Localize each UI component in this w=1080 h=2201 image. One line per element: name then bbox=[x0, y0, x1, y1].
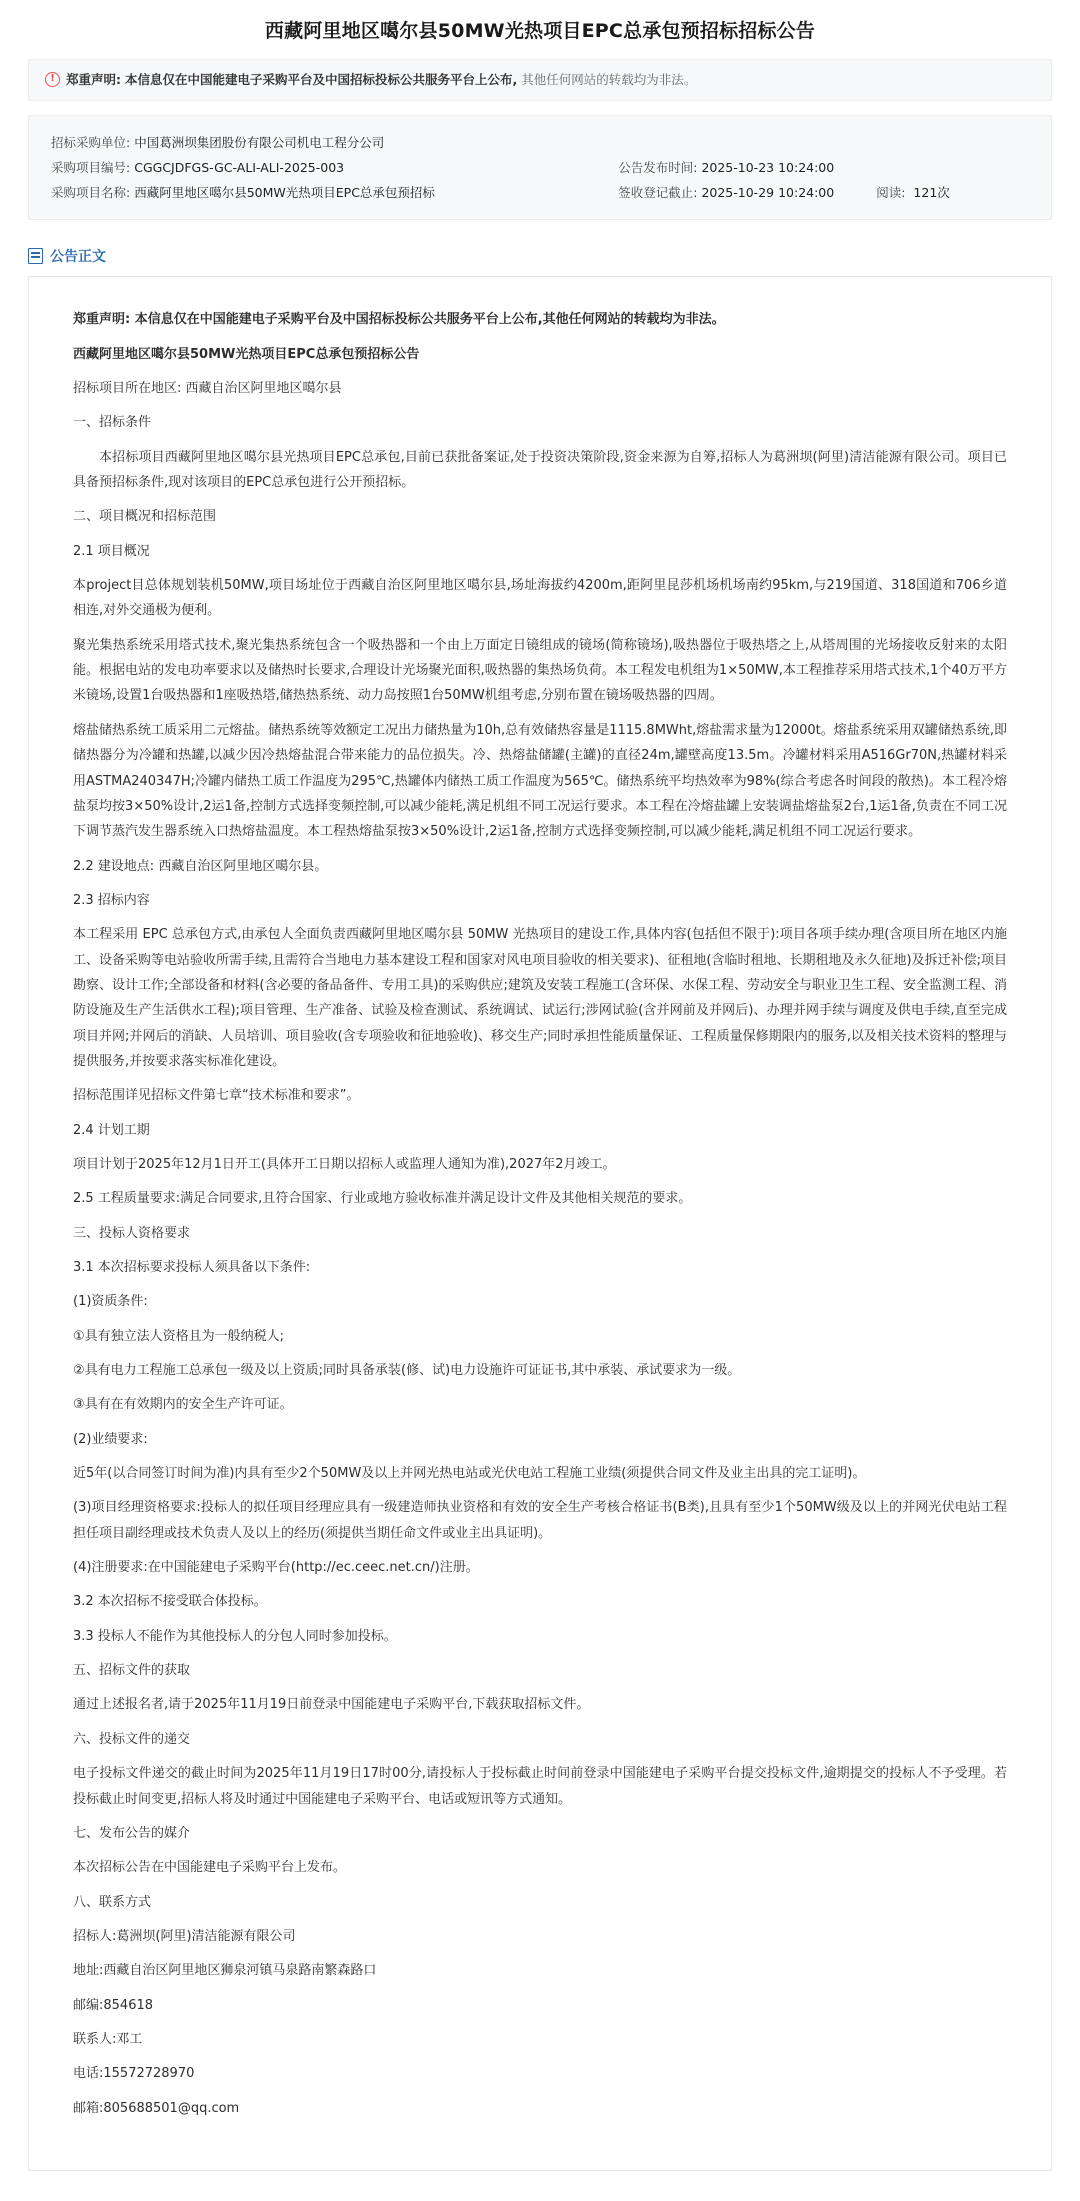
meta-read-label: 阅读: bbox=[876, 185, 906, 201]
body-paragraph: (4)注册要求:在中国能建电子采购平台(http://ec.ceec.net.cn/)注册。 bbox=[73, 1560, 479, 1576]
body-paragraph: 邮箱:805688501@qq.com bbox=[73, 2100, 240, 2116]
body-paragraph: 3.3 投标人不能作为其他投标人的分包人同时参加投标。 bbox=[73, 1628, 397, 1644]
body-paragraph: 招标项目所在地区: 西藏自治区阿里地区噶尔县 bbox=[73, 381, 342, 397]
body-paragraph: 西藏阿里地区噶尔县50MW光热项目EPC总承包预招标公告 bbox=[73, 346, 420, 362]
body-paragraph: 郑重声明: 本信息仅在中国能建电子采购平台及中国招标投标公共服务平台上公布,其他任何网站的转载均为非法。 bbox=[73, 312, 725, 328]
meta-publish bbox=[618, 155, 1029, 180]
body-paragraph: 三、投标人资格要求 bbox=[73, 1225, 191, 1241]
body-paragraph: ②具有电力工程施工总承包一级及以上资质;同时具备承装(修、试)电力设施许可证证书,其中承装、承试要求为一级。 bbox=[73, 1363, 741, 1379]
body-paragraph: 本次招标公告在中国能建电子采购平台上发布。 bbox=[73, 1860, 347, 1876]
meta-row-unit bbox=[51, 130, 1029, 155]
body-paragraph: 电话:15572728970 bbox=[73, 2066, 195, 2082]
body-paragraph: 本project目总体规划装机50MW,项目场址位于西藏自治区阿里地区噶尔县,场址海拔约4200m,距阿里昆莎机场机场南约95km,与219国道、318国道和706乡道相连,对外交通极为便利。 bbox=[73, 578, 1007, 619]
legal-notice-normal: 其他任何网站的转载均为非法。 bbox=[521, 71, 697, 87]
meta-read-count bbox=[876, 180, 950, 205]
legal-notice-banner bbox=[28, 59, 1052, 102]
meta-code-label: 采购项目编号: bbox=[51, 160, 131, 176]
meta-signup-value: 2025-10-29 10:24:00 bbox=[701, 185, 835, 201]
meta-signup bbox=[618, 180, 1029, 205]
body-paragraph: 2.4 计划工期 bbox=[73, 1122, 150, 1138]
warning-icon: ! bbox=[45, 72, 60, 87]
meta-name bbox=[51, 180, 618, 205]
page-title: 西藏阿里地区噶尔县50MW光热项目EPC总承包预招标招标公告 bbox=[264, 20, 816, 42]
body-paragraph: 一、招标条件 bbox=[73, 415, 152, 431]
body-paragraph: 八、联系方式 bbox=[73, 1894, 152, 1910]
body-paragraph: (1)资质条件: bbox=[73, 1294, 148, 1310]
meta-row-code bbox=[51, 155, 1029, 180]
legal-notice-label: 郑重声明: bbox=[66, 71, 121, 87]
meta-unit-value: 中国葛洲坝集团股份有限公司机电工程分公司 bbox=[134, 135, 385, 151]
legal-notice-strong: 本信息仅在中国能建电子采购平台及中国招标投标公共服务平台上公布, bbox=[124, 71, 518, 87]
body-paragraph: 2.1 项目概况 bbox=[73, 543, 150, 559]
body-paragraph: (3)项目经理资格要求:投标人的拟任项目经理应具有一级建造师执业资格和有效的安全生产考核合格证书(B类),且具有至少1个50MW级及以上的并网光伏电站工程担任项目副经理或技术负责人及以上的经历(须提供当期任命文件或业主出具证明)。 bbox=[73, 1500, 1007, 1541]
body-paragraph: 本工程采用 EPC 总承包方式,由承包人全面负责西藏阿里地区噶尔县 50MW 光热项目的建设工作,具体内容(包括但不限于):项目各项手续办理(含项目所在地区内施工、设备采购等电站验收所需手续,且需符合当地电力基本建设工程和国家对风电项目验收的相关要求)、征租地(含临时租地、长期租地及永久征地)及拆迁补偿;项目勘察、设计工作;全部设备和材料(含必要的备品备件、专用工具)的采购供应;建筑及安装工程施工(含环保、水保工程、劳动安全与职业卫生工程、安全监测工程、消防设施及生产生活供水工程);项目管理、生产准备、试验及检查测试、系统调试、试运行;涉网试验(含并网前及并网后)、办理并网手续与调度及供电手续,直至完成项目并网;并网后的消缺、人员培训、项目验收(含专项验收和征地验收)、移交生产;同时承担性能质量保证、工程质量保修期限内的服务,以及相关技术资料的整理与提供服务,并按要求落实标准化建设。 bbox=[73, 927, 1007, 1069]
section-header-label: 公告正文 bbox=[50, 249, 106, 266]
body-paragraph: 2.5 工程质量要求:满足合同要求,且符合国家、行业或地方验收标准并满足设计文件及其他相关规范的要求。 bbox=[73, 1191, 692, 1207]
body-paragraph: 近5年(以合同签订时间为准)内具有至少2个50MW及以上并网光热电站或光伏电站工程施工业绩(须提供合同文件及业主出具的完工证明)。 bbox=[73, 1466, 866, 1482]
project-meta-box bbox=[28, 115, 1052, 220]
meta-unit bbox=[51, 130, 618, 155]
meta-name-value: 西藏阿里地区噶尔县50MW光热项目EPC总承包预招标 bbox=[134, 185, 435, 201]
body-paragraph: 本招标项目西藏阿里地区噶尔县光热项目EPC总承包,目前已获批备案证,处于投资决策阶段,资金来源为自筹,招标人为葛洲坝(阿里)清洁能源有限公司。项目已具备预招标条件,现对该项目的EPC总承包进行公开预招标。 bbox=[73, 449, 1007, 491]
body-paragraph: ①具有独立法人资格且为一般纳税人; bbox=[73, 1328, 285, 1344]
body-paragraph: 通过上述报名者,请于2025年11月19日前登录中国能建电子采购平台,下载获取招标文件。 bbox=[73, 1697, 590, 1713]
meta-unit-label: 招标采购单位: bbox=[51, 135, 131, 151]
body-paragraph: 地址:西藏自治区阿里地区狮泉河镇马泉路南繁森路口 bbox=[73, 1963, 377, 1979]
body-paragraph: 联系人:邓工 bbox=[73, 2031, 143, 2047]
meta-row-name bbox=[51, 180, 1029, 205]
body-paragraph: 招标范围详见招标文件第七章“技术标准和要求”。 bbox=[73, 1088, 360, 1104]
section-header-body bbox=[28, 240, 1052, 276]
body-paragraph: (2)业绩要求: bbox=[73, 1431, 148, 1447]
body-paragraph: ③具有在有效期内的安全生产许可证。 bbox=[73, 1397, 293, 1413]
body-paragraph: 邮编:854618 bbox=[73, 1997, 154, 2013]
document-icon bbox=[28, 248, 43, 264]
meta-read-value: 121次 bbox=[913, 185, 950, 201]
meta-publish-label: 公告发布时间: bbox=[618, 160, 698, 176]
body-paragraph: 聚光集热系统采用塔式技术,聚光集热系统包含一个吸热器和一个由上万面定日镜组成的镜场(简称镜场),吸热器位于吸热塔之上,从塔周围的光场接收反射来的太阳能。根据电站的发电功率要求以及储热时长要求,合理设计光场聚光面积,吸热器的集热场负荷。本工程发电机组为1×50MW,本工程推荐采用塔式技术,1个40万平方米镜场,设置1台吸热器和1座吸热塔,储热热系统、动力岛按照1台50MW机组考虑,分别布置在镜场吸热器的四周。 bbox=[73, 637, 1007, 704]
legal-notice-text bbox=[66, 71, 696, 90]
body-paragraph: 二、项目概况和招标范围 bbox=[73, 509, 217, 525]
meta-spacer-1 bbox=[618, 130, 1029, 155]
announcement-body bbox=[28, 276, 1052, 2171]
body-paragraph: 项目计划于2025年12月1日开工(具体开工日期以招标人或监理人通知为准),2027年2月竣工。 bbox=[73, 1156, 616, 1172]
body-paragraph: 七、发布公告的媒介 bbox=[73, 1825, 191, 1841]
meta-code bbox=[51, 155, 618, 180]
body-paragraph: 五、招标文件的获取 bbox=[73, 1663, 191, 1679]
body-paragraph: 3.2 本次招标不接受联合体投标。 bbox=[73, 1594, 267, 1610]
body-paragraph: 3.1 本次招标要求投标人须具备以下条件: bbox=[73, 1260, 311, 1275]
meta-signup-label: 签收登记截止: bbox=[618, 185, 698, 201]
meta-code-value: CGGCJDFGS-GC-ALI-ALI-2025-003 bbox=[134, 160, 345, 176]
body-paragraph: 2.3 招标内容 bbox=[73, 892, 150, 908]
body-paragraph: 2.2 建设地点: 西藏自治区阿里地区噶尔县。 bbox=[73, 858, 328, 874]
body-paragraph: 招标人:葛洲坝(阿里)清洁能源有限公司 bbox=[73, 1928, 296, 1944]
meta-name-label: 采购项目名称: bbox=[51, 185, 131, 201]
body-paragraph: 电子投标文件递交的截止时间为2025年11月19日17时00分,请投标人于投标截止时间前登录中国能建电子采购平台提交投标文件,逾期提交的投标人不予受理。若投标截止时间变更,招标人将及时通过中国能建电子采购平台、电话或短讯等方式通知。 bbox=[73, 1766, 1007, 1807]
meta-publish-value: 2025-10-23 10:24:00 bbox=[701, 160, 835, 176]
body-paragraph: 熔盐储热系统工质采用二元熔盐。储热系统等效额定工况出力储热量为10h,总有效储热容量是1115.8MWht,熔盐需求量为12000t。熔盐系统采用双罐储热系统,即储热器分为冷罐和热罐,以减少因冷热熔盐混合带来能力的品位损失。冷、热熔盐储罐(主罐)的直径24m,罐壁高度13.5m。冷罐材料采用A516Gr70N,热罐材料采用ASTMA240347H;冷罐内储热工质工作温度为295℃,热罐体内储热工质工作温度为565℃。储热系统平均热效率为98%(综合考虑各时间段的散热)。本工程冷熔盐泵均按3×50%设计,2运1备,控制方式选择变频控制,可以减少能耗,满足机组不同工况运行要求。本工程在冷熔盐罐上安装调盐熔盐泵2台,1运1备,负责在不同工况下调节蒸汽发生器系统入口热熔盐温度。本工程热熔盐泵按3×50%设计,2运1备,控制方式选择变频控制,可以减少能耗,满足机组不同工况运行要求。 bbox=[73, 722, 1007, 840]
body-paragraph: 六、投标文件的递交 bbox=[73, 1731, 191, 1747]
